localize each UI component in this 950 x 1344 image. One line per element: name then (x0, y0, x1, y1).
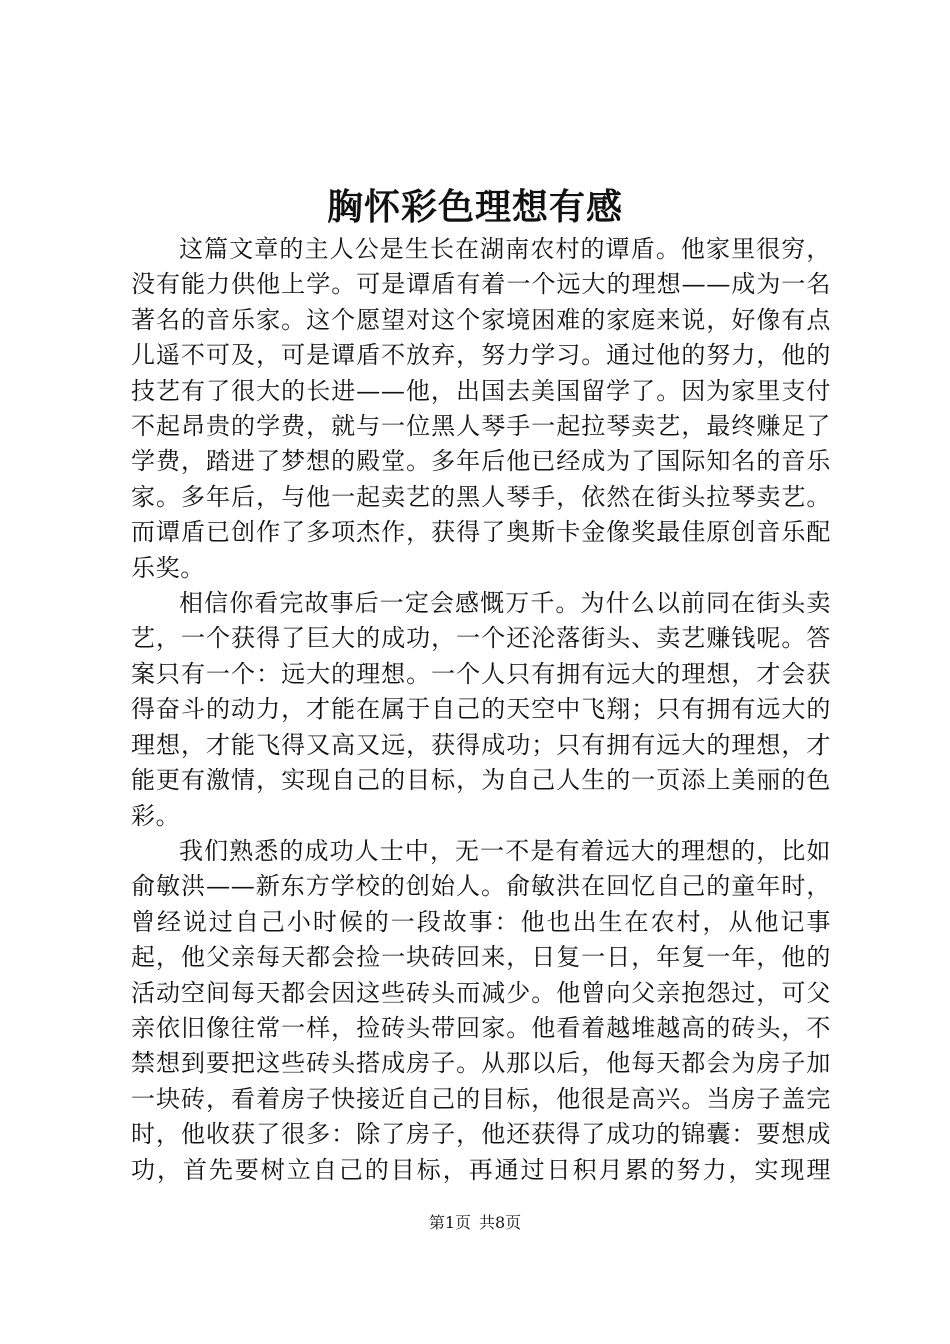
document-body (131, 232, 831, 1187)
paragraph-2: 相信你看完故事后一定会感慨万千。为什么以前同在街头卖艺，一个获得了巨大的成功，一个还沦落街头、卖艺赚钱呢。答案只有一个：远大的理想。一个人只有拥有远大的理想，才会获得奋斗的动力，才能在属于自己的天空中飞翔；只有拥有远大的理想，才能飞得又高又远，获得成功；只有拥有远大的理想，才能更有激情，实现自己的目标，为自己人生的一页添上美丽的色彩。 (131, 589, 831, 830)
page-total: 共8页 (479, 1213, 522, 1232)
page-number: 第1页 (428, 1213, 471, 1232)
paragraph-1: 这篇文章的主人公是生长在湖南农村的谭盾。他家里很穷，没有能力供他上学。可是谭盾有着一个远大的理想——成为一名著名的音乐家。这个愿望对这个家境困难的家庭来说，好像有点儿遥不可及，可是谭盾不放弃，努力学习。通过他的努力，他的技艺有了很大的长进——他，出国去美国留学了。因为家里支付不起昂贵的学费，就与一位黑人琴手一起拉琴卖艺，最终赚足了学费，踏进了梦想的殿堂。多年后他已经成为了国际知名的音乐家。多年后，与他一起卖艺的黑人琴手，依然在街头拉琴卖艺。而谭盾已创作了多项杰作，获得了奥斯卡金像奖最佳原创音乐配乐奖。 (131, 235, 831, 582)
document-title: 胸怀彩色理想有感 (326, 186, 623, 228)
page-footer (0, 1211, 950, 1235)
paragraph-3: 我们熟悉的成功人士中，无一不是有着远大的理想的，比如俞敏洪——新东方学校的创始人。俞敏洪在回忆自己的童年时，曾经说过自己小时候的一段故事：他也出生在农村，从他记事起，他父亲每天都会捡一块砖回来，日复一日，年复一年，他的活动空间每天都会因这些砖头而减少。他曾向父亲抱怨过，可父亲依旧像往常一样，捡砖头带回家。他看着越堆越高的砖头，不禁想到要把这些砖头搭成房子。从那以后，他每天都会为房子加一块砖，看着房子快接近自己的目标，他很是高兴。当房子盖完时，他收获了很多：除了房子，他还获得了成功的锦囊：要想成功，首先要树立自己的目标，再通过日积月累的努力，实现理 (131, 836, 831, 1184)
